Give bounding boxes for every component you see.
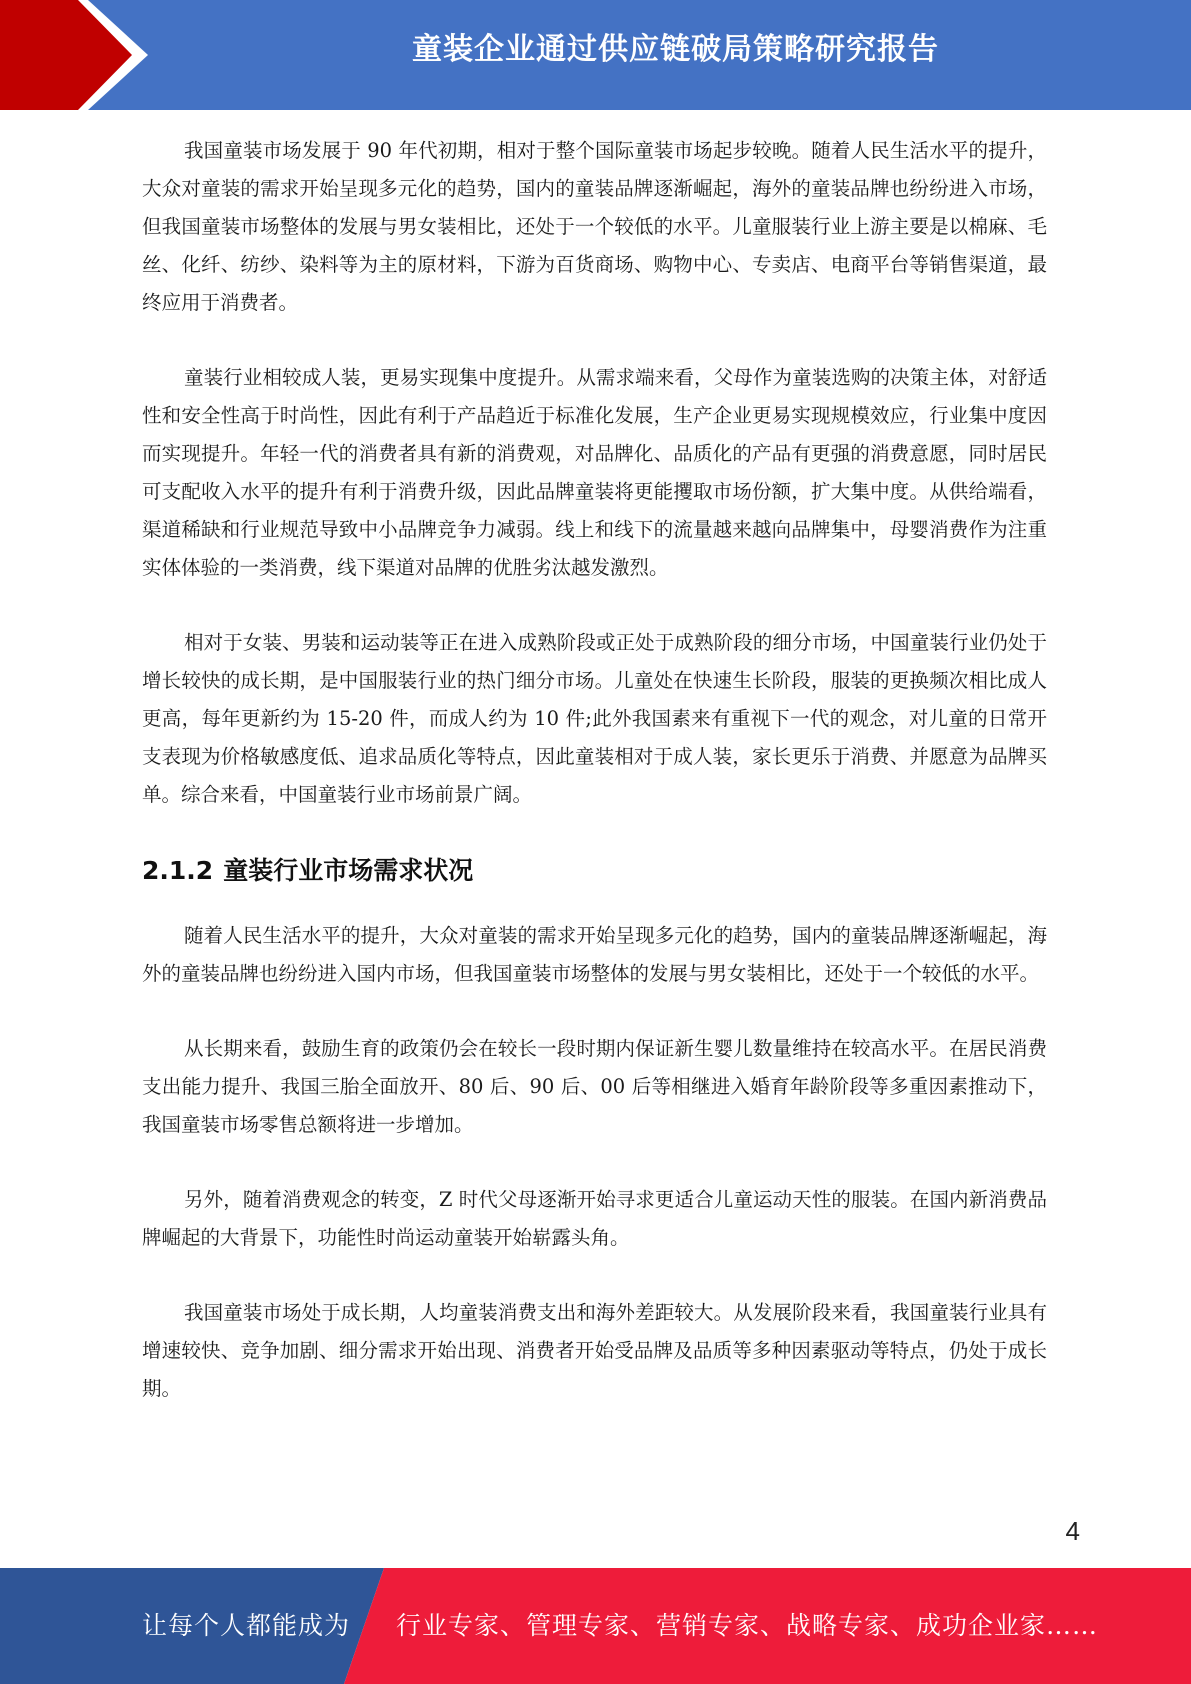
header-title: 童装企业通过供应链破局策略研究报告 <box>412 32 939 67</box>
section-title: 童装行业市场需求状况 <box>223 856 474 885</box>
section-number: 2.1.2 <box>142 856 214 885</box>
page-number: 4 <box>1065 1516 1080 1546</box>
body-paragraph: 相对于女装、男装和运动装等正在进入成熟阶段或正处于成熟阶段的细分市场，中国童装行业仍处于增长较快的成长期，是中国服装行业的热门细分市场。儿童处在快速生长阶段，服装的更换频次相比成人更高，每年更新约为 15-20 件，而成人约为 10 件;此外我国素来有重视下一代的观念，对儿童的日常开支表现为价格敏感度低、追求品质化等特点，因此童装相对于成人装，家长更乐于消费、并愿意为品牌买单。综合来看，中国童装行业市场前景广阔。 <box>142 631 1047 806</box>
page-footer <box>0 1568 1191 1684</box>
document-body <box>142 132 1047 1445</box>
footer-slogan-right: 行业专家、管理专家、营销专家、战略专家、成功企业家…… <box>396 1611 1099 1640</box>
body-paragraph: 从长期来看，鼓励生育的政策仍会在较长一段时期内保证新生婴儿数量维持在较高水平。在居民消费支出能力提升、我国三胎全面放开、80 后、90 后、00 后等相继进入婚育年龄阶段等多重因素推动下，我国童装市场零售总额将进一步增加。 <box>142 1037 1047 1136</box>
header-arrow-red <box>0 0 132 110</box>
footer-slogan-left: 让每个人都能成为 <box>142 1611 351 1640</box>
body-paragraph: 童装行业相较成人装，更易实现集中度提升。从需求端来看，父母作为童装选购的决策主体，对舒适性和安全性高于时尚性，因此有利于产品趋近于标准化发展，生产企业更易实现规模效应，行业集中度因而实现提升。年轻一代的消费者具有新的消费观，对品牌化、品质化的产品有更强的消费意愿，同时居民可支配收入水平的提升有利于消费升级，因此品牌童装将更能攫取市场份额，扩大集中度。从供给端看，渠道稀缺和行业规范导致中小品牌竞争力减弱。线上和线下的流量越来越向品牌集中，母婴消费作为注重实体体验的一类消费，线下渠道对品牌的优胜劣汰越发激烈。 <box>142 366 1047 579</box>
body-paragraph: 我国童装市场处于成长期，人均童装消费支出和海外差距较大。从发展阶段来看，我国童装行业具有增速较快、竞争加剧、细分需求开始出现、消费者开始受品牌及品质等多种因素驱动等特点，仍处于成长期。 <box>142 1301 1047 1400</box>
page-header <box>0 0 1191 110</box>
section-heading <box>142 851 1047 891</box>
body-paragraph: 我国童装市场发展于 90 年代初期，相对于整个国际童装市场起步较晚。随着人民生活水平的提升，大众对童装的需求开始呈现多元化的趋势，国内的童装品牌逐渐崛起，海外的童装品牌也纷纷进入市场，但我国童装市场整体的发展与男女装相比，还处于一个较低的水平。儿童服装行业上游主要是以棉麻、毛丝、化纤、纺纱、染料等为主的原材料，下游为百货商场、购物中心、专卖店、电商平台等销售渠道，最终应用于消费者。 <box>142 139 1047 314</box>
body-paragraph: 随着人民生活水平的提升，大众对童装的需求开始呈现多元化的趋势，国内的童装品牌逐渐崛起，海外的童装品牌也纷纷进入国内市场，但我国童装市场整体的发展与男女装相比，还处于一个较低的水平。 <box>142 924 1047 985</box>
body-paragraph: 另外，随着消费观念的转变，Z 时代父母逐渐开始寻求更适合儿童运动天性的服装。在国内新消费品牌崛起的大背景下，功能性时尚运动童装开始崭露头角。 <box>142 1188 1047 1249</box>
